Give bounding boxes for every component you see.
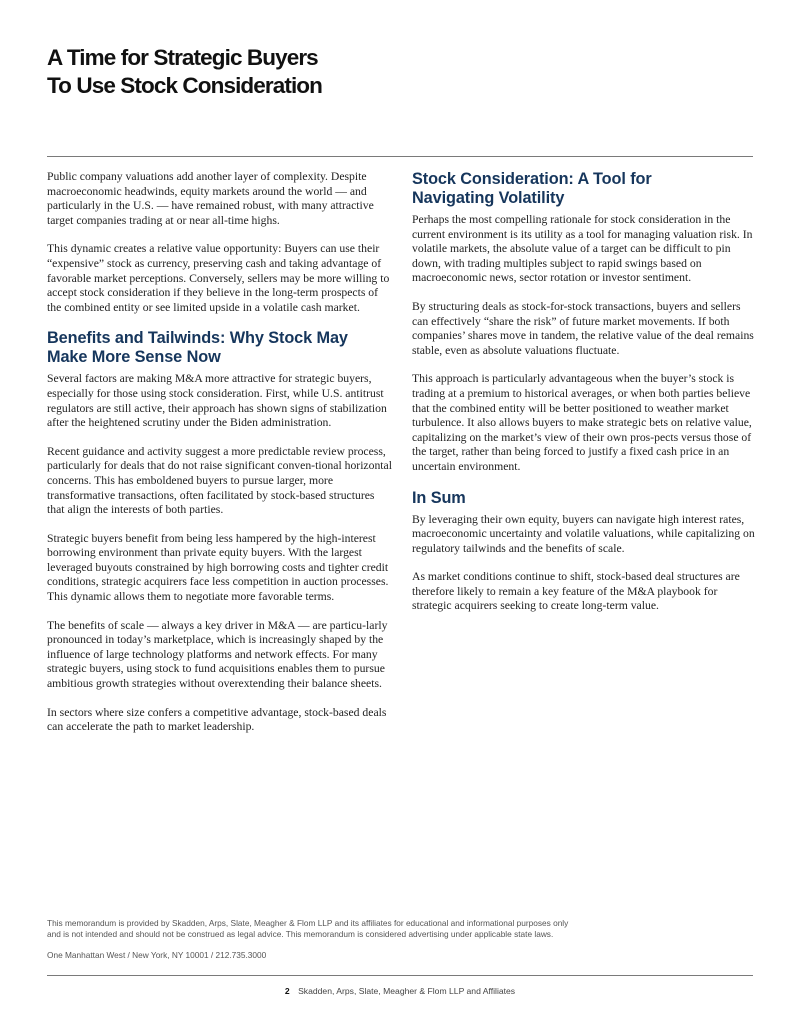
body-paragraph: By structuring deals as stock-for-stock transactions, buyers and sellers can effectively “share the risk” of future market movements. If both companies’ shares move in tandem, the relative value of the deal remains stable, even as absolute valuations fluctuate. (412, 299, 754, 357)
section-heading-benefits (47, 329, 392, 367)
body-paragraph: This dynamic creates a relative value opportunity: Buyers can use their “expensive” stock as currency, preserving cash and taking advantage of favorable market perceptions. Conversely, sellers may be more willing to accept stock consideration if they believe in the long-term prospects of the combined entity or see limited upside in a volatile cash market. (47, 242, 390, 314)
body-paragraph: Several factors are making M&A more attractive for strategic buyers, especially for those using stock consideration. First, while U.S. antitrust regulators are still active, their approach has shown signs of stabilization after the heightened scrutiny under the Biden administration. (47, 372, 387, 430)
disclaimer-line: This memorandum is provided by Skadden, Arps, Slate, Meagher & Flom LLP and its affiliates for educational and informational purposes only (47, 918, 569, 928)
left-column (47, 170, 392, 749)
body-paragraph: Recent guidance and activity suggest a more predictable review process, particularly for deals that do not raise significant conven-tional horizontal concerns. This has emboldened buyers to pursue larger, more transformative transactions, often facilitated by stock-based structures that align the interests of both parties. (47, 444, 392, 517)
page-number: 2 (284, 986, 290, 996)
page-title-line-1: A Time for Strategic Buyers (47, 45, 318, 70)
section-heading-stock-consideration (412, 170, 757, 208)
body-paragraph: Public company valuations add another layer of complexity. Despite macroeconomic headwinds, equity markets around the world — and particularly in the U.S. — have remained robust, with many attractive target companies trading at or near all-time highs. (47, 170, 374, 227)
bottom-divider (47, 975, 753, 976)
page-title-line-2: To Use Stock Consideration (47, 73, 322, 98)
body-paragraph: As market conditions continue to shift, stock-based deal structures are therefore likely to remain a key feature of the M&A playbook for strategic acquirers seeking to create long-term value. (412, 570, 740, 613)
body-paragraph: In sectors where size confers a competitive advantage, stock-based deals can accelerate the path to market leadership. (47, 705, 387, 734)
body-paragraph: Strategic buyers benefit from being less hampered by the high-interest borrowing environment than private equity buyers. With the largest leveraged buyouts constrained by high borrowing costs and tighter credit conditions, strategic acquirers face less competition in auction processes. This dynamic allows them to negotiate more favorable terms. (47, 531, 389, 604)
office-address: One Manhattan West / New York, NY 10001 / 212.735.3000 (47, 950, 267, 960)
section-heading-line: Make More Sense Now (47, 348, 221, 367)
body-paragraph: The benefits of scale — always a key driver in M&A — are particu-larly pronounced in today’s marketplace, which is increasingly shaped by the influence of large technology platforms and network effects. For many strategic buyers, using stock to fund acquisitions enables them to pursue ambitious growth strategies without overextending their balance sheets. (47, 618, 388, 691)
section-heading-in-sum: In Sum (412, 488, 466, 507)
section-heading-line: Navigating Volatility (412, 189, 565, 207)
body-paragraph: Perhaps the most compelling rationale for stock consideration in the current environment is its utility as a tool for managing valuation risk. In volatile markets, the absolute value of a target can be difficult to pin down, with trading multiples subject to rapid swings based on macroeconomic news, sector rotation or investor sentiment. (412, 213, 753, 285)
page-title (47, 44, 322, 100)
body-paragraph: This approach is particularly advantageous when the buyer’s stock is trading at a premium to historical averages, or when both parties believe that the combined entity will be better positioned to weather market turbulence. It also allows buyers to make strategic bets on relative value, capitalizing on the market’s view of their own pros-pects versus those of the target, rather than being forced to justify a fixed cash price in an uncertain environment. (412, 372, 752, 473)
disclaimer (47, 918, 687, 940)
body-paragraph: By leveraging their own equity, buyers can navigate high interest rates, macroeconomic uncertainty and volatile valuations, while capitalizing on regulatory tailwinds and the benefits of scale. (412, 512, 755, 555)
right-column (412, 170, 757, 628)
firm-name: Skadden, Arps, Slate, Meagher & Flom LLP and Affiliates (298, 986, 516, 996)
section-heading-line: Stock Consideration: A Tool for (412, 170, 652, 188)
disclaimer-line: and is not intended and should not be construed as legal advice. This memorandum is considered advertising under applicable state laws. (47, 929, 554, 939)
top-divider (47, 156, 753, 157)
page-footer (0, 986, 800, 996)
section-heading-line: Benefits and Tailwinds: Why Stock May (47, 329, 348, 348)
